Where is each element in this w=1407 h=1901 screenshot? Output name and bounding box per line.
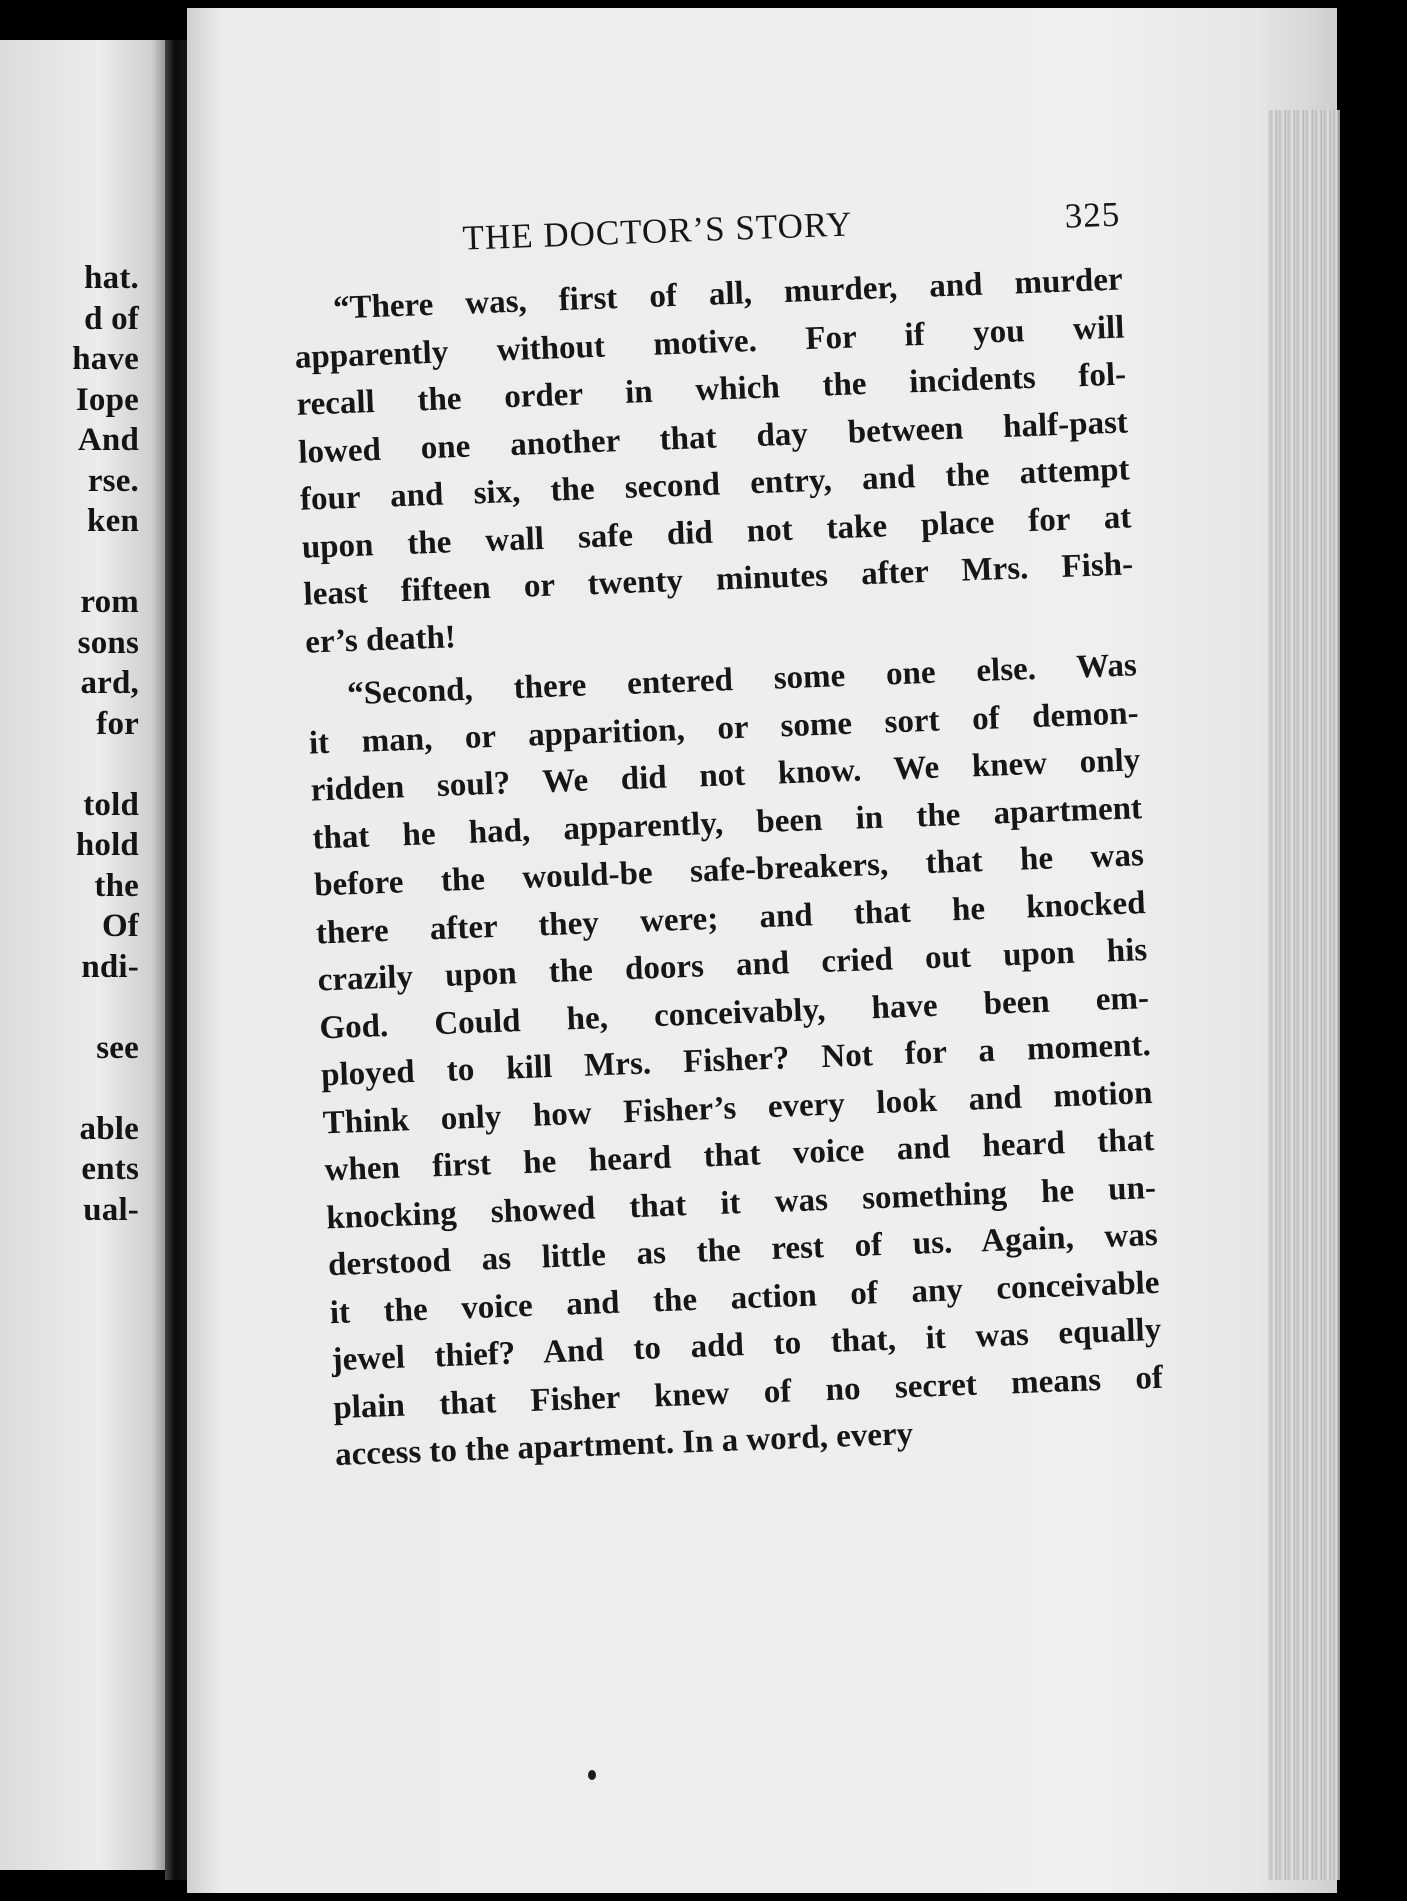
previous-page-line-ending: Iope bbox=[75, 381, 139, 418]
previous-page-line-ending: Of bbox=[101, 908, 139, 944]
paragraph bbox=[306, 642, 1165, 1479]
previous-page-line-ending: see bbox=[96, 1029, 139, 1066]
previous-page-line-ending: ndi- bbox=[81, 948, 139, 985]
text-line: access to the apartment. In a word, every bbox=[334, 1415, 914, 1474]
previous-page-line-ending: hold bbox=[75, 827, 139, 863]
text-line: ployed to kill Mrs. Fisher? Not for a moment. bbox=[320, 1027, 1152, 1094]
text-line: jewel thief? And to add to that, it was equally bbox=[330, 1311, 1162, 1379]
previous-page-line-ending: rom bbox=[80, 584, 139, 620]
text-line: lowed one another that day between half-past bbox=[297, 403, 1129, 471]
text-line: ridden soul? We did not know. We knew only bbox=[310, 742, 1141, 809]
previous-page-line-ending: ents bbox=[81, 1151, 139, 1187]
page-text-block bbox=[290, 195, 1165, 1480]
previous-page-line-ending: have bbox=[72, 341, 139, 377]
previous-page-line-ending: sons bbox=[77, 624, 139, 661]
body-text bbox=[292, 257, 1165, 1480]
text-line: crazily upon the doors and cried out upon his bbox=[317, 932, 1148, 999]
previous-page-line-ending: able bbox=[79, 1110, 139, 1147]
text-line: it the voice and the action of any conceivable bbox=[329, 1264, 1160, 1331]
previous-page-line-ending: ual- bbox=[83, 1191, 139, 1228]
text-line: there after they were; and that he knocked bbox=[315, 884, 1147, 952]
previous-page-line-endings bbox=[0, 40, 165, 1870]
text-line: er’s death! bbox=[304, 618, 457, 661]
text-line: knocking showed that it was something he un- bbox=[325, 1169, 1157, 1236]
text-line: that he had, apparently, been in the apartment bbox=[311, 789, 1143, 857]
text-line: “There was, first of all, murder, and murder bbox=[332, 261, 1124, 327]
paragraph bbox=[292, 257, 1135, 667]
previous-page-fragment bbox=[0, 40, 165, 1870]
previous-page-line-ending: ard, bbox=[80, 665, 139, 701]
running-title: THE DOCTOR’S STORY bbox=[461, 204, 854, 258]
previous-page-line-ending: for bbox=[96, 705, 139, 742]
previous-page-line-ending: rse. bbox=[87, 462, 139, 499]
text-line: it man, or apparition, or some sort of demon- bbox=[308, 694, 1140, 762]
ink-dot bbox=[588, 1770, 596, 1780]
text-line: Think only how Fisher’s every look and motion bbox=[322, 1074, 1154, 1141]
previous-page-line-ending: hat. bbox=[84, 260, 139, 296]
text-line: derstood as little as the rest of us. Again, was bbox=[327, 1216, 1159, 1284]
text-line: upon the wall safe did not take place for at bbox=[301, 498, 1132, 566]
previous-page-line-ending: ken bbox=[87, 503, 139, 539]
previous-page-line-ending: the bbox=[94, 867, 139, 904]
previous-page-line-ending: And bbox=[77, 422, 139, 458]
text-line: recall the order in which the incidents fol- bbox=[295, 356, 1127, 423]
page-edges bbox=[1268, 110, 1340, 1880]
text-line: least fifteen or twenty minutes after Mrs. Fish- bbox=[302, 546, 1134, 613]
book-gutter bbox=[165, 40, 187, 1880]
text-line: four and six, the second entry, and the attempt bbox=[299, 451, 1131, 518]
text-line: apparently without motive. For if you will bbox=[294, 309, 1125, 376]
page-number: 325 bbox=[1063, 194, 1121, 236]
previous-page-line-ending: told bbox=[83, 786, 139, 823]
text-line: “Second, there entered some one else. Was bbox=[346, 647, 1138, 713]
previous-page-line-ending: d of bbox=[84, 300, 139, 337]
text-line: plain that Fisher knew of no secret means of bbox=[332, 1359, 1164, 1426]
text-line: when first he heard that voice and heard that bbox=[324, 1121, 1155, 1189]
text-line: God. Could he, conceivably, have been em- bbox=[318, 979, 1150, 1046]
text-line: before the would-be safe-breakers, that he was bbox=[313, 837, 1145, 904]
